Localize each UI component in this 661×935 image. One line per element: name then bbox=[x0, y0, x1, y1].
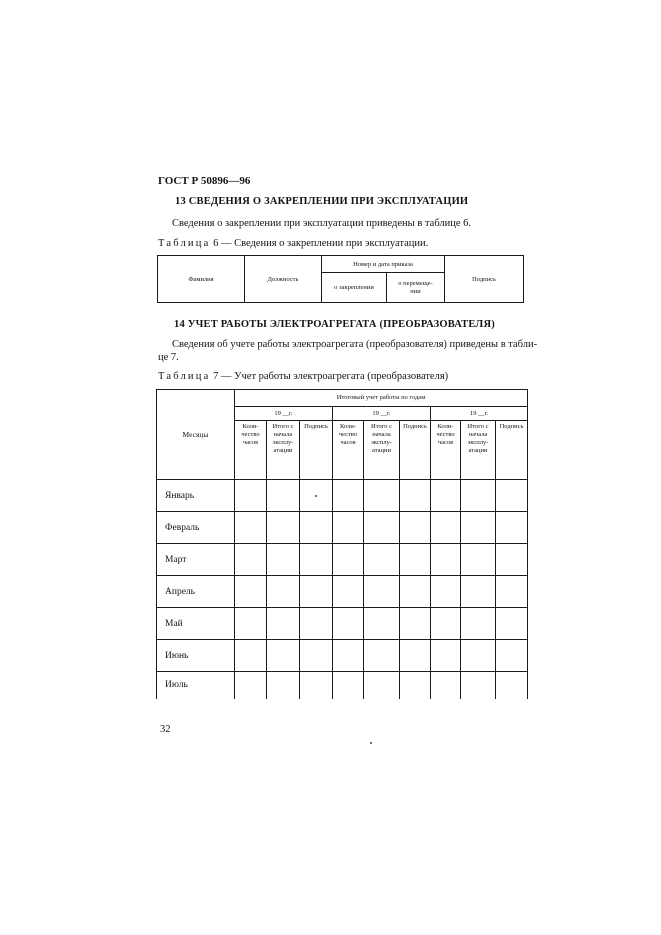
table-7-sub-hours: Коли- чество часов bbox=[333, 421, 364, 480]
entry-cell[interactable] bbox=[496, 480, 528, 512]
table-7-year-1: 19 __г. bbox=[235, 407, 333, 421]
entry-cell[interactable] bbox=[267, 608, 300, 640]
table-6-col-order: Номер и дата приказа bbox=[322, 256, 445, 273]
month-cell: Июнь bbox=[157, 640, 235, 672]
entry-cell[interactable] bbox=[364, 608, 400, 640]
entry-cell[interactable] bbox=[364, 544, 400, 576]
entry-cell[interactable] bbox=[461, 512, 496, 544]
table-7-sub-total-since: Итого с начала эксплу- атации bbox=[267, 421, 300, 480]
entry-cell[interactable] bbox=[235, 608, 267, 640]
table-7-sub-hours: Коли- чество часов bbox=[235, 421, 267, 480]
entry-cell[interactable] bbox=[267, 672, 300, 699]
entry-cell[interactable] bbox=[496, 640, 528, 672]
entry-cell[interactable] bbox=[267, 480, 300, 512]
entry-cell[interactable] bbox=[333, 608, 364, 640]
table-7-year-2: 19 __г. bbox=[333, 407, 431, 421]
month-cell: Февраль bbox=[157, 512, 235, 544]
scan-speck bbox=[370, 742, 372, 744]
entry-cell[interactable] bbox=[300, 544, 333, 576]
entry-cell[interactable] bbox=[496, 672, 528, 699]
section-13-title: 13 СВЕДЕНИЯ О ЗАКРЕПЛЕНИИ ПРИ ЭКСПЛУАТАЦИИ bbox=[175, 196, 469, 207]
entry-cell[interactable] bbox=[461, 640, 496, 672]
entry-cell[interactable] bbox=[400, 640, 431, 672]
entry-cell[interactable] bbox=[364, 640, 400, 672]
entry-cell[interactable] bbox=[333, 576, 364, 608]
table-row bbox=[157, 640, 528, 672]
entry-cell[interactable] bbox=[431, 544, 461, 576]
entry-cell[interactable] bbox=[461, 544, 496, 576]
entry-cell[interactable] bbox=[400, 576, 431, 608]
table-row bbox=[157, 480, 528, 512]
entry-cell[interactable] bbox=[267, 512, 300, 544]
entry-cell[interactable] bbox=[461, 480, 496, 512]
entry-cell[interactable] bbox=[333, 512, 364, 544]
table-6 bbox=[157, 255, 524, 303]
scan-speck bbox=[315, 495, 317, 497]
entry-cell[interactable] bbox=[461, 576, 496, 608]
table-7-col-months: Месяцы bbox=[157, 390, 235, 480]
table-6-caption-word: Таблица bbox=[158, 238, 211, 249]
table-7-sub-hours: Коли- чество часов bbox=[431, 421, 461, 480]
entry-cell[interactable] bbox=[431, 672, 461, 699]
entry-cell[interactable] bbox=[400, 544, 431, 576]
entry-cell[interactable] bbox=[364, 576, 400, 608]
entry-cell[interactable] bbox=[461, 608, 496, 640]
entry-cell[interactable] bbox=[235, 544, 267, 576]
entry-cell[interactable] bbox=[235, 480, 267, 512]
entry-cell[interactable] bbox=[400, 480, 431, 512]
month-cell: Апрель bbox=[157, 576, 235, 608]
table-7-sub-signature: Подпись bbox=[496, 421, 528, 480]
table-7-caption bbox=[158, 371, 448, 382]
entry-cell[interactable] bbox=[333, 544, 364, 576]
entry-cell[interactable] bbox=[300, 608, 333, 640]
table-6-caption bbox=[158, 238, 428, 249]
table-7-year-3: 19 __г. bbox=[431, 407, 528, 421]
table-6-col-position: Должность bbox=[245, 256, 322, 303]
entry-cell[interactable] bbox=[431, 512, 461, 544]
month-cell: Январь bbox=[157, 480, 235, 512]
table-7-caption-text: 7 — Учет работы электроагрегата (преобразователя) bbox=[210, 371, 449, 382]
entry-cell[interactable] bbox=[496, 576, 528, 608]
entry-cell[interactable] bbox=[267, 576, 300, 608]
entry-cell[interactable] bbox=[400, 512, 431, 544]
table-row bbox=[157, 512, 528, 544]
month-cell: Июль bbox=[157, 672, 235, 699]
table-7-col-total: Итоговый учет работы по годам bbox=[235, 390, 528, 407]
table-7-sub-signature: Подпись bbox=[300, 421, 333, 480]
entry-cell[interactable] bbox=[300, 512, 333, 544]
table-row bbox=[157, 576, 528, 608]
page-number: 32 bbox=[160, 724, 171, 735]
section-13-text: Сведения о закреплении при эксплуатации приведены в таблице 6. bbox=[172, 218, 472, 229]
entry-cell[interactable] bbox=[333, 480, 364, 512]
table-6-col-surname: Фамилия bbox=[158, 256, 245, 303]
section-14-title: 14 УЧЕТ РАБОТЫ ЭЛЕКТРОАГРЕГАТА (ПРЕОБРАЗОВАТЕЛЯ) bbox=[174, 319, 495, 330]
entry-cell[interactable] bbox=[300, 576, 333, 608]
section-14-text-line1: Сведения об учете работы электроагрегата (преобразователя) приведены в табли- bbox=[172, 339, 538, 350]
entry-cell[interactable] bbox=[235, 512, 267, 544]
table-6-col-signature: Подпись bbox=[445, 256, 524, 303]
document-header: ГОСТ Р 50896—96 bbox=[158, 175, 251, 187]
entry-cell[interactable] bbox=[235, 576, 267, 608]
table-7-sub-total-since: Итого с начала эксплу- атации bbox=[461, 421, 496, 480]
entry-cell[interactable] bbox=[431, 640, 461, 672]
table-6-col-move: о перемеще- нии bbox=[387, 273, 445, 303]
table-7-sub-total-since: Итого с начала эксплу- атации bbox=[364, 421, 400, 480]
entry-cell[interactable] bbox=[431, 576, 461, 608]
entry-cell[interactable] bbox=[496, 544, 528, 576]
entry-cell[interactable] bbox=[364, 480, 400, 512]
table-row bbox=[157, 672, 528, 699]
table-7 bbox=[156, 389, 528, 699]
entry-cell[interactable] bbox=[400, 672, 431, 699]
entry-cell[interactable] bbox=[461, 672, 496, 699]
table-row bbox=[157, 544, 528, 576]
entry-cell[interactable] bbox=[364, 512, 400, 544]
entry-cell[interactable] bbox=[267, 544, 300, 576]
table-7-caption-word: Таблица bbox=[158, 371, 211, 382]
month-cell: Март bbox=[157, 544, 235, 576]
entry-cell[interactable] bbox=[431, 480, 461, 512]
entry-cell[interactable] bbox=[496, 512, 528, 544]
entry-cell[interactable] bbox=[235, 640, 267, 672]
table-7-sub-signature: Подпись bbox=[400, 421, 431, 480]
entry-cell[interactable] bbox=[400, 608, 431, 640]
entry-cell[interactable] bbox=[300, 672, 333, 699]
entry-cell[interactable] bbox=[333, 640, 364, 672]
entry-cell[interactable] bbox=[333, 672, 364, 699]
entry-cell[interactable] bbox=[431, 608, 461, 640]
table-6-caption-text: 6 — Сведения о закреплении при эксплуатации. bbox=[210, 238, 429, 249]
table-row bbox=[157, 608, 528, 640]
table-7-body bbox=[157, 480, 528, 699]
section-14-text-line2: це 7. bbox=[158, 352, 179, 363]
table-6-col-assign: о закреплении bbox=[322, 273, 387, 303]
entry-cell[interactable] bbox=[364, 672, 400, 699]
entry-cell[interactable] bbox=[300, 640, 333, 672]
month-cell: Май bbox=[157, 608, 235, 640]
entry-cell[interactable] bbox=[267, 640, 300, 672]
entry-cell[interactable] bbox=[235, 672, 267, 699]
entry-cell[interactable] bbox=[496, 608, 528, 640]
